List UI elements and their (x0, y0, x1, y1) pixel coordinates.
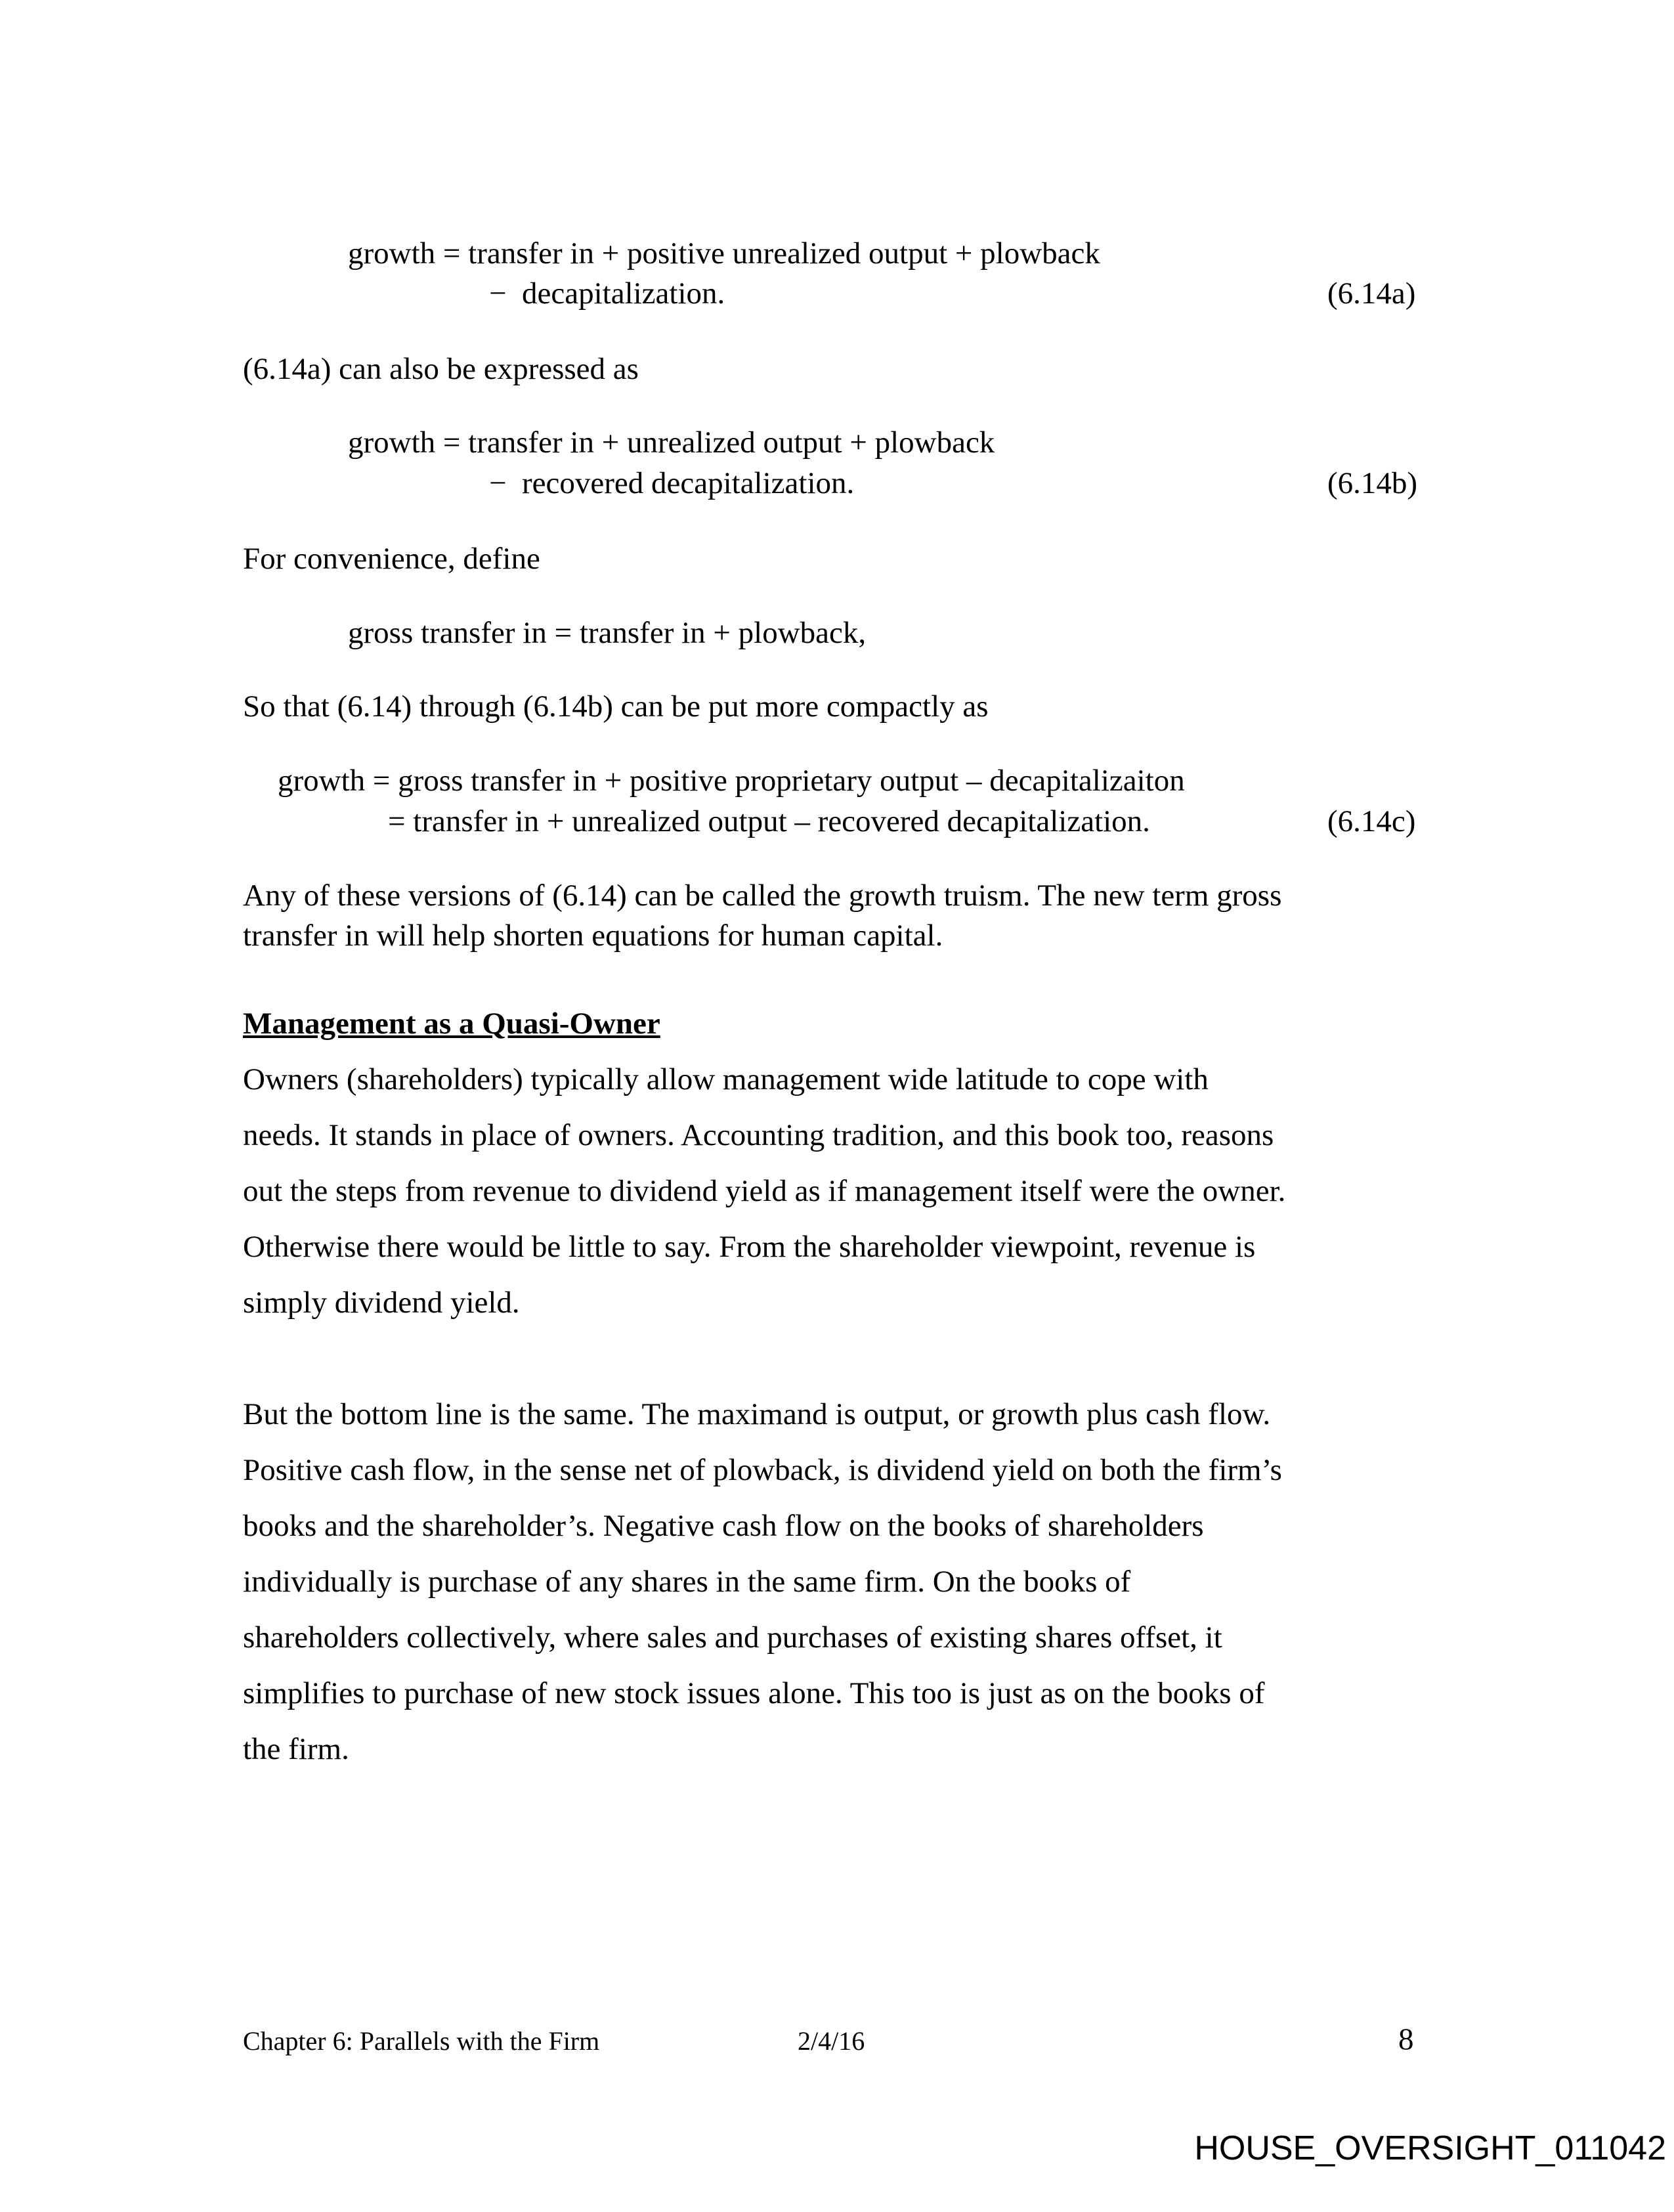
equation-614c-line1: growth = gross transfer in + positive proprietary output – decapitalizaiton (278, 764, 1185, 798)
text-line: Owners (shareholders) typically allow management wide latitude to cope with (243, 1062, 1209, 1096)
equation-614c-number: (6.14c) (1327, 804, 1416, 838)
text-line: shareholders collectively, where sales and purchases of existing shares offset, it (243, 1620, 1222, 1655)
equation-614a-line1: growth = transfer in + positive unrealized output + plowback (348, 236, 1100, 271)
text-line: needs. It stands in place of owners. Accounting tradition, and this book too, reasons (243, 1118, 1274, 1152)
para-for-convenience: For convenience, define (243, 542, 540, 576)
equation-614a-number: (6.14a) (1327, 276, 1416, 311)
paragraph-growth-truism (243, 876, 1281, 956)
equation-gross-transfer: gross transfer in = transfer in + plowback, (348, 616, 867, 650)
section-heading-management: Management as a Quasi-Owner (243, 1007, 660, 1041)
text-line: simplifies to purchase of new stock issues alone. This too is just as on the books of (243, 1676, 1265, 1710)
equation-614a-line2: − decapitalization. (489, 276, 725, 311)
text-line: books and the shareholder’s. Negative cash flow on the books of shareholders (243, 1509, 1204, 1543)
bates-number-stamp: HOUSE_OVERSIGHT_011042 (1194, 2129, 1666, 2167)
footer-date: 2/4/16 (798, 2026, 865, 2056)
text-line: Any of these versions of (6.14) can be called the growth truism. The new term gross (243, 878, 1282, 913)
footer-page-number: 8 (1398, 2022, 1414, 2056)
text-line: Otherwise there would be little to say. From the shareholder viewpoint, revenue is (243, 1230, 1256, 1264)
equation-614b-line1: growth = transfer in + unrealized output + plowback (348, 425, 995, 460)
text-line: simply dividend yield. (243, 1286, 520, 1320)
paragraph-bottom-line (243, 1387, 1282, 1777)
text-line: transfer in will help shorten equations for human capital. (243, 919, 943, 953)
text-line: the firm. (243, 1732, 349, 1766)
equation-614b-line2: − recovered decapitalization. (489, 466, 855, 500)
paragraph-owners (243, 1052, 1285, 1331)
para-expressed-as: (6.14a) can also be expressed as (243, 352, 639, 386)
para-so-that: So that (6.14) through (6.14b) can be put more compactly as (243, 689, 989, 724)
text-line: But the bottom line is the same. The maximand is output, or growth plus cash flow. (243, 1397, 1271, 1431)
equation-614b-number: (6.14b) (1327, 466, 1418, 500)
text-line: individually is purchase of any shares in the same firm. On the books of (243, 1565, 1131, 1599)
text-line: out the steps from revenue to dividend yield as if management itself were the owner. (243, 1174, 1286, 1208)
text-line: Positive cash flow, in the sense net of plowback, is dividend yield on both the firm’s (243, 1453, 1282, 1487)
equation-614c-line2: = transfer in + unrealized output – recovered decapitalization. (388, 804, 1150, 838)
footer-chapter-title: Chapter 6: Parallels with the Firm (243, 2026, 600, 2056)
